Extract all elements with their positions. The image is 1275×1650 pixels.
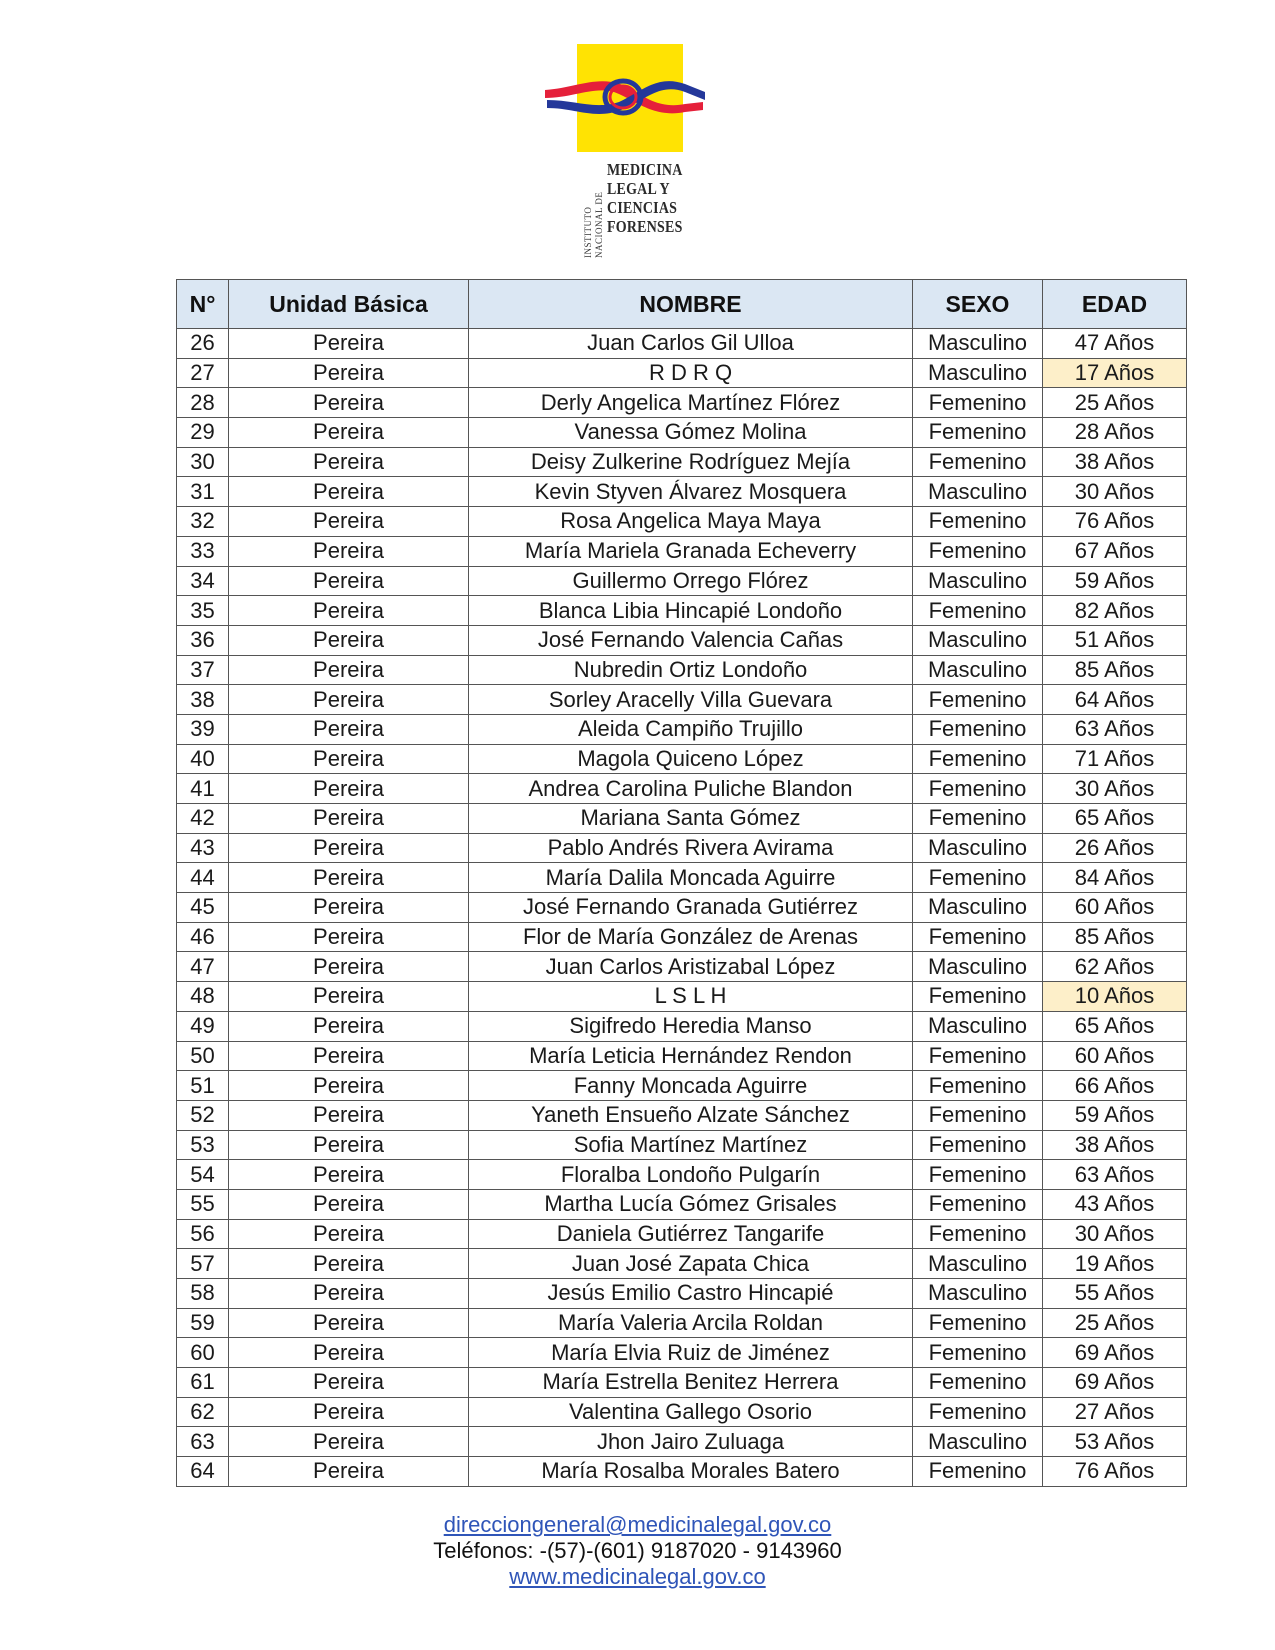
- header-name: NOMBRE: [469, 280, 913, 329]
- cell-age: 10 Años: [1043, 982, 1187, 1012]
- table-row: [177, 1308, 1187, 1338]
- cell-sex: Femenino: [913, 774, 1043, 804]
- institute-logo: [545, 40, 715, 258]
- cell-name: Deisy Zulkerine Rodríguez Mejía: [469, 447, 913, 477]
- cell-age: 19 Años: [1043, 1249, 1187, 1279]
- cell-sex: Femenino: [913, 1160, 1043, 1190]
- contact-footer: [0, 1512, 1275, 1590]
- table-row: [177, 982, 1187, 1012]
- cell-name: Yaneth Ensueño Alzate Sánchez: [469, 1100, 913, 1130]
- cell-number: 62: [177, 1397, 229, 1427]
- cell-name: Mariana Santa Gómez: [469, 804, 913, 834]
- cell-sex: Femenino: [913, 1397, 1043, 1427]
- cell-name: Daniela Gutiérrez Tangarife: [469, 1219, 913, 1249]
- cell-unit: Pereira: [229, 358, 469, 388]
- table-row: [177, 418, 1187, 448]
- table-row: [177, 863, 1187, 893]
- cell-name: Andrea Carolina Puliche Blandon: [469, 774, 913, 804]
- cell-number: 50: [177, 1041, 229, 1071]
- logo-line: CIENCIAS: [607, 198, 678, 217]
- cell-sex: Masculino: [913, 833, 1043, 863]
- cell-age: 30 Años: [1043, 774, 1187, 804]
- cell-sex: Femenino: [913, 744, 1043, 774]
- table-row: [177, 388, 1187, 418]
- cell-unit: Pereira: [229, 1130, 469, 1160]
- logo-line: LEGAL Y: [607, 179, 670, 198]
- cell-age: 64 Años: [1043, 685, 1187, 715]
- cell-age: 60 Años: [1043, 893, 1187, 923]
- cell-age: 55 Años: [1043, 1279, 1187, 1309]
- cell-number: 43: [177, 833, 229, 863]
- cell-number: 61: [177, 1368, 229, 1398]
- cell-age: 17 Años: [1043, 358, 1187, 388]
- table-row: [177, 1457, 1187, 1487]
- cell-name: José Fernando Granada Gutiérrez: [469, 893, 913, 923]
- cell-number: 31: [177, 477, 229, 507]
- cell-age: 69 Años: [1043, 1368, 1187, 1398]
- cell-age: 30 Años: [1043, 477, 1187, 507]
- table-row: [177, 1041, 1187, 1071]
- cell-age: 60 Años: [1043, 1041, 1187, 1071]
- cell-sex: Masculino: [913, 893, 1043, 923]
- cell-unit: Pereira: [229, 833, 469, 863]
- cell-age: 85 Años: [1043, 922, 1187, 952]
- cell-age: 51 Años: [1043, 625, 1187, 655]
- cell-age: 66 Años: [1043, 1071, 1187, 1101]
- cell-age: 65 Años: [1043, 804, 1187, 834]
- table-row: [177, 1397, 1187, 1427]
- cell-sex: Femenino: [913, 922, 1043, 952]
- cell-number: 37: [177, 655, 229, 685]
- cell-sex: Femenino: [913, 1100, 1043, 1130]
- cell-sex: Masculino: [913, 1249, 1043, 1279]
- cell-age: 30 Años: [1043, 1219, 1187, 1249]
- cell-name: María Mariela Granada Echeverry: [469, 536, 913, 566]
- cell-sex: Masculino: [913, 566, 1043, 596]
- cell-unit: Pereira: [229, 1189, 469, 1219]
- table-row: [177, 1279, 1187, 1309]
- table-body: [177, 329, 1187, 1487]
- cell-unit: Pereira: [229, 1041, 469, 1071]
- table-row: [177, 1100, 1187, 1130]
- cell-sex: Femenino: [913, 1368, 1043, 1398]
- cell-age: 63 Años: [1043, 714, 1187, 744]
- cell-name: Derly Angelica Martínez Flórez: [469, 388, 913, 418]
- cell-unit: Pereira: [229, 714, 469, 744]
- cell-number: 35: [177, 596, 229, 626]
- cell-name: Nubredin Ortiz Londoño: [469, 655, 913, 685]
- cell-name: R D R Q: [469, 358, 913, 388]
- cell-name: Flor de María González de Arenas: [469, 922, 913, 952]
- table-row: [177, 1338, 1187, 1368]
- cell-unit: Pereira: [229, 507, 469, 537]
- cell-sex: Femenino: [913, 536, 1043, 566]
- header-number: N°: [177, 280, 229, 329]
- table-row: [177, 714, 1187, 744]
- cell-number: 56: [177, 1219, 229, 1249]
- cell-number: 38: [177, 685, 229, 715]
- table-row: [177, 685, 1187, 715]
- cell-sex: Femenino: [913, 1189, 1043, 1219]
- cell-number: 36: [177, 625, 229, 655]
- cell-number: 27: [177, 358, 229, 388]
- cell-number: 52: [177, 1100, 229, 1130]
- cell-unit: Pereira: [229, 893, 469, 923]
- cell-unit: Pereira: [229, 744, 469, 774]
- cell-age: 67 Años: [1043, 536, 1187, 566]
- cell-sex: Femenino: [913, 982, 1043, 1012]
- table-row: [177, 1071, 1187, 1101]
- cell-number: 34: [177, 566, 229, 596]
- cell-sex: Femenino: [913, 685, 1043, 715]
- cell-number: 64: [177, 1457, 229, 1487]
- cell-number: 58: [177, 1279, 229, 1309]
- cell-sex: Femenino: [913, 388, 1043, 418]
- cell-unit: Pereira: [229, 1397, 469, 1427]
- cell-age: 53 Años: [1043, 1427, 1187, 1457]
- cell-unit: Pereira: [229, 1338, 469, 1368]
- cell-age: 59 Años: [1043, 566, 1187, 596]
- cell-name: Sorley Aracelly Villa Guevara: [469, 685, 913, 715]
- cell-age: 27 Años: [1043, 1397, 1187, 1427]
- cell-age: 28 Años: [1043, 418, 1187, 448]
- cell-unit: Pereira: [229, 329, 469, 359]
- cell-unit: Pereira: [229, 477, 469, 507]
- cell-number: 57: [177, 1249, 229, 1279]
- cell-unit: Pereira: [229, 1219, 469, 1249]
- eye-emblem-icon: [545, 40, 715, 160]
- cell-sex: Femenino: [913, 507, 1043, 537]
- cell-name: Jesús Emilio Castro Hincapié: [469, 1279, 913, 1309]
- cell-age: 47 Años: [1043, 329, 1187, 359]
- cell-number: 32: [177, 507, 229, 537]
- table-row: [177, 804, 1187, 834]
- cell-age: 38 Años: [1043, 1130, 1187, 1160]
- header-age: EDAD: [1043, 280, 1187, 329]
- cell-age: 63 Años: [1043, 1160, 1187, 1190]
- cell-name: Jhon Jairo Zuluaga: [469, 1427, 913, 1457]
- cell-number: 39: [177, 714, 229, 744]
- cell-number: 26: [177, 329, 229, 359]
- header-sex: SEXO: [913, 280, 1043, 329]
- cell-age: 76 Años: [1043, 507, 1187, 537]
- cell-sex: Masculino: [913, 1011, 1043, 1041]
- cell-name: María Elvia Ruiz de Jiménez: [469, 1338, 913, 1368]
- cell-age: 62 Años: [1043, 952, 1187, 982]
- cell-sex: Femenino: [913, 1041, 1043, 1071]
- cell-name: Sofia Martínez Martínez: [469, 1130, 913, 1160]
- cell-name: Fanny Moncada Aguirre: [469, 1071, 913, 1101]
- table-row: [177, 655, 1187, 685]
- cell-sex: Femenino: [913, 1071, 1043, 1101]
- cell-name: Vanessa Gómez Molina: [469, 418, 913, 448]
- cell-age: 65 Años: [1043, 1011, 1187, 1041]
- cell-sex: Femenino: [913, 1130, 1043, 1160]
- cell-name: Guillermo Orrego Flórez: [469, 566, 913, 596]
- cell-sex: Femenino: [913, 418, 1043, 448]
- cell-sex: Masculino: [913, 655, 1043, 685]
- cell-name: Floralba Londoño Pulgarín: [469, 1160, 913, 1190]
- table-row: [177, 922, 1187, 952]
- cell-name: Juan Carlos Aristizabal López: [469, 952, 913, 982]
- cell-number: 51: [177, 1071, 229, 1101]
- cell-unit: Pereira: [229, 1011, 469, 1041]
- table-row: [177, 1130, 1187, 1160]
- cell-sex: Femenino: [913, 1219, 1043, 1249]
- table-row: [177, 744, 1187, 774]
- cell-number: 28: [177, 388, 229, 418]
- table-row: [177, 1249, 1187, 1279]
- cell-name: L S L H: [469, 982, 913, 1012]
- cell-name: María Estrella Benitez Herrera: [469, 1368, 913, 1398]
- cell-unit: Pereira: [229, 1368, 469, 1398]
- cell-sex: Masculino: [913, 329, 1043, 359]
- cell-name: María Rosalba Morales Batero: [469, 1457, 913, 1487]
- cell-unit: Pereira: [229, 774, 469, 804]
- table-row: [177, 774, 1187, 804]
- cell-unit: Pereira: [229, 1100, 469, 1130]
- cell-name: Aleida Campiño Trujillo: [469, 714, 913, 744]
- cell-number: 44: [177, 863, 229, 893]
- cell-age: 85 Años: [1043, 655, 1187, 685]
- cell-number: 48: [177, 982, 229, 1012]
- cell-unit: Pereira: [229, 1160, 469, 1190]
- cell-name: Kevin Styven Álvarez Mosquera: [469, 477, 913, 507]
- table-row: [177, 1427, 1187, 1457]
- cell-number: 47: [177, 952, 229, 982]
- cell-unit: Pereira: [229, 922, 469, 952]
- cell-unit: Pereira: [229, 982, 469, 1012]
- cell-unit: Pereira: [229, 596, 469, 626]
- cell-name: Magola Quiceno López: [469, 744, 913, 774]
- table-row: [177, 566, 1187, 596]
- cell-unit: Pereira: [229, 952, 469, 982]
- cell-sex: Masculino: [913, 625, 1043, 655]
- cell-age: 82 Años: [1043, 596, 1187, 626]
- cell-name: Juan Carlos Gil Ulloa: [469, 329, 913, 359]
- phone-numbers: Teléfonos: -(57)-(601) 9187020 - 9143960: [433, 1538, 842, 1563]
- cell-sex: Femenino: [913, 447, 1043, 477]
- cell-name: Juan José Zapata Chica: [469, 1249, 913, 1279]
- table-row: [177, 358, 1187, 388]
- cell-unit: Pereira: [229, 566, 469, 596]
- cell-number: 49: [177, 1011, 229, 1041]
- cell-sex: Femenino: [913, 1338, 1043, 1368]
- header-unit: Unidad Básica: [229, 280, 469, 329]
- cell-unit: Pereira: [229, 1071, 469, 1101]
- cell-name: María Valeria Arcila Roldan: [469, 1308, 913, 1338]
- cell-name: María Dalila Moncada Aguirre: [469, 863, 913, 893]
- table-row: [177, 952, 1187, 982]
- logo-line: MEDICINA: [607, 160, 683, 179]
- logo-side-line: NACIONAL DE: [594, 191, 604, 258]
- cell-age: 38 Años: [1043, 447, 1187, 477]
- table-row: [177, 1219, 1187, 1249]
- table-row: [177, 477, 1187, 507]
- table-row: [177, 1011, 1187, 1041]
- table-row: [177, 596, 1187, 626]
- cell-name: José Fernando Valencia Cañas: [469, 625, 913, 655]
- cell-unit: Pereira: [229, 1279, 469, 1309]
- cell-number: 54: [177, 1160, 229, 1190]
- table-row: [177, 1160, 1187, 1190]
- cell-name: María Leticia Hernández Rendon: [469, 1041, 913, 1071]
- cell-unit: Pereira: [229, 625, 469, 655]
- table-row: [177, 893, 1187, 923]
- cell-age: 84 Años: [1043, 863, 1187, 893]
- cell-number: 29: [177, 418, 229, 448]
- cell-unit: Pereira: [229, 804, 469, 834]
- cell-age: 25 Años: [1043, 388, 1187, 418]
- cell-name: Martha Lucía Gómez Grisales: [469, 1189, 913, 1219]
- cell-unit: Pereira: [229, 1308, 469, 1338]
- cell-number: 33: [177, 536, 229, 566]
- cell-unit: Pereira: [229, 685, 469, 715]
- cell-name: Blanca Libia Hincapié Londoño: [469, 596, 913, 626]
- website-link[interactable]: www.medicinalegal.gov.co: [509, 1564, 766, 1589]
- cell-number: 46: [177, 922, 229, 952]
- email-link[interactable]: direcciongeneral@medicinalegal.gov.co: [443, 1512, 832, 1537]
- cell-age: 71 Años: [1043, 744, 1187, 774]
- table-row: [177, 833, 1187, 863]
- cell-sex: Femenino: [913, 1457, 1043, 1487]
- cell-number: 30: [177, 447, 229, 477]
- table-row: [177, 1368, 1187, 1398]
- cell-sex: Femenino: [913, 1308, 1043, 1338]
- cell-number: 41: [177, 774, 229, 804]
- cell-sex: Femenino: [913, 714, 1043, 744]
- cell-unit: Pereira: [229, 1427, 469, 1457]
- cell-age: 43 Años: [1043, 1189, 1187, 1219]
- cell-name: Sigifredo Heredia Manso: [469, 1011, 913, 1041]
- table-row: [177, 329, 1187, 359]
- logo-side-line: INSTITUTO: [583, 206, 593, 258]
- cell-sex: Masculino: [913, 477, 1043, 507]
- cell-sex: Masculino: [913, 1427, 1043, 1457]
- cell-age: 69 Años: [1043, 1338, 1187, 1368]
- cell-name: Rosa Angelica Maya Maya: [469, 507, 913, 537]
- table-header-row: [177, 280, 1187, 329]
- cell-number: 55: [177, 1189, 229, 1219]
- cell-sex: Masculino: [913, 1279, 1043, 1309]
- logo-line: FORENSES: [607, 217, 683, 236]
- cell-unit: Pereira: [229, 1457, 469, 1487]
- table-row: [177, 625, 1187, 655]
- cell-sex: Femenino: [913, 863, 1043, 893]
- cell-unit: Pereira: [229, 1249, 469, 1279]
- cell-number: 40: [177, 744, 229, 774]
- logo-wordmark: [607, 160, 683, 236]
- cell-number: 60: [177, 1338, 229, 1368]
- cell-age: 25 Años: [1043, 1308, 1187, 1338]
- table-row: [177, 536, 1187, 566]
- logo-side-text: [581, 162, 605, 260]
- cell-unit: Pereira: [229, 863, 469, 893]
- cell-unit: Pereira: [229, 655, 469, 685]
- cell-unit: Pereira: [229, 447, 469, 477]
- table-row: [177, 1189, 1187, 1219]
- victims-table: [176, 279, 1187, 1487]
- cell-name: Valentina Gallego Osorio: [469, 1397, 913, 1427]
- cell-sex: Masculino: [913, 952, 1043, 982]
- cell-age: 76 Años: [1043, 1457, 1187, 1487]
- table-row: [177, 447, 1187, 477]
- cell-sex: Masculino: [913, 358, 1043, 388]
- cell-unit: Pereira: [229, 388, 469, 418]
- table-row: [177, 507, 1187, 537]
- cell-sex: Femenino: [913, 596, 1043, 626]
- cell-age: 26 Años: [1043, 833, 1187, 863]
- cell-number: 59: [177, 1308, 229, 1338]
- cell-number: 63: [177, 1427, 229, 1457]
- cell-unit: Pereira: [229, 536, 469, 566]
- cell-age: 59 Años: [1043, 1100, 1187, 1130]
- cell-unit: Pereira: [229, 418, 469, 448]
- cell-sex: Femenino: [913, 804, 1043, 834]
- cell-number: 42: [177, 804, 229, 834]
- cell-number: 53: [177, 1130, 229, 1160]
- cell-name: Pablo Andrés Rivera Avirama: [469, 833, 913, 863]
- cell-number: 45: [177, 893, 229, 923]
